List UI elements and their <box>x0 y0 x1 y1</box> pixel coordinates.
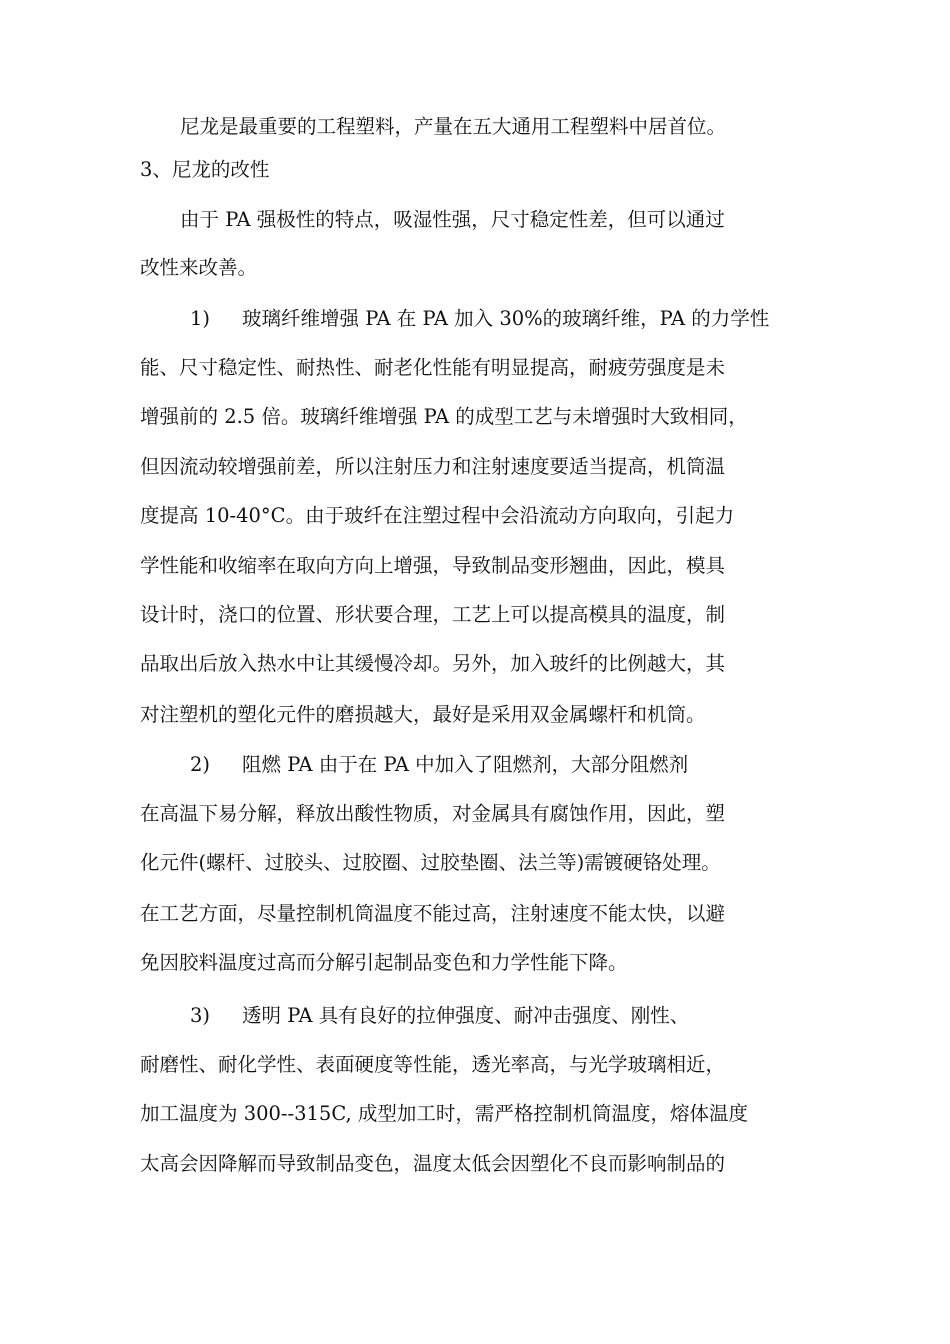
paragraph-modification-line-1: 由于 PA 强极性的特点，吸湿性强，尺寸稳定性差，但可以通过 <box>180 208 725 231</box>
item-2-line-5: 免因胶料温度过高而分解引起制品变色和力学性能下降。 <box>140 951 628 974</box>
item-2-line-4: 在工艺方面，尽量控制机筒温度不能过高，注射速度不能太快，以避 <box>140 902 726 925</box>
item-3-line-4: 太高会因降解而导致制品变色，温度太低会因塑化不良而影响制品的 <box>140 1152 726 1175</box>
item-2-number: 2) <box>190 753 211 776</box>
item-2-line-3: 化元件(螺杆、过胶头、过胶圈、过胶垫圈、法兰等)需镀硬铬处理。 <box>140 851 721 874</box>
item-2-line-2: 在高温下易分解，释放出酸性物质，对金属具有腐蚀作用，因此，塑 <box>140 802 726 825</box>
item-1-line-8: 品取出后放入热水中让其缓慢冷却。另外，加入玻纤的比例越大，其 <box>140 652 726 675</box>
item-1-line-9: 对注塑机的塑化元件的磨损越大，最好是采用双金属螺杆和机筒。 <box>140 703 706 726</box>
item-1-line-7: 设计时，浇口的位置、形状要合理，工艺上可以提高模具的温度，制 <box>140 603 726 626</box>
item-1-line-4: 但因流动较增强前差，所以注射压力和注射速度要适当提高，机筒温 <box>140 455 726 478</box>
item-1-number: 1) <box>190 307 211 330</box>
section-heading: 3、尼龙的改性 <box>140 158 270 181</box>
item-2-first-line <box>190 750 688 780</box>
item-1-text: 玻璃纤维增强 PA 在 PA 加入 30%的玻璃纤维，PA 的力学性 <box>242 307 770 330</box>
item-1-line-5: 度提高 10-40°C。由于玻纤在注塑过程中会沿流动方向取向，引起力 <box>140 504 735 527</box>
item-2-text: 阻燃 PA 由于在 PA 中加入了阻燃剂，大部分阻燃剂 <box>242 753 689 776</box>
item-3-line-2: 耐磨性、耐化学性、表面硬度等性能，透光率高，与光学玻璃相近， <box>140 1053 726 1076</box>
item-1-first-line <box>190 304 769 334</box>
item-1-line-2: 能、尺寸稳定性、耐热性、耐老化性能有明显提高，耐疲劳强度是未 <box>140 356 726 379</box>
item-3-number: 3) <box>190 1004 211 1027</box>
item-3-first-line <box>190 1001 689 1031</box>
item-1-line-3: 增强前的 2.5 倍。玻璃纤维增强 PA 的成型工艺与未增强时大致相同， <box>140 405 748 428</box>
item-3-line-3: 加工温度为 300--315C, 成型加工时，需严格控制机筒温度，熔体温度 <box>140 1102 748 1125</box>
paragraph-modification-line-2: 改性来改善。 <box>140 256 258 279</box>
item-1-line-6: 学性能和收缩率在取向方向上增强，导致制品变形翘曲，因此，模具 <box>140 554 726 577</box>
item-3-text: 透明 PA 具有良好的拉伸强度、耐冲击强度、刚性、 <box>242 1004 690 1027</box>
paragraph-intro: 尼龙是最重要的工程塑料，产量在五大通用工程塑料中居首位。 <box>180 115 727 138</box>
